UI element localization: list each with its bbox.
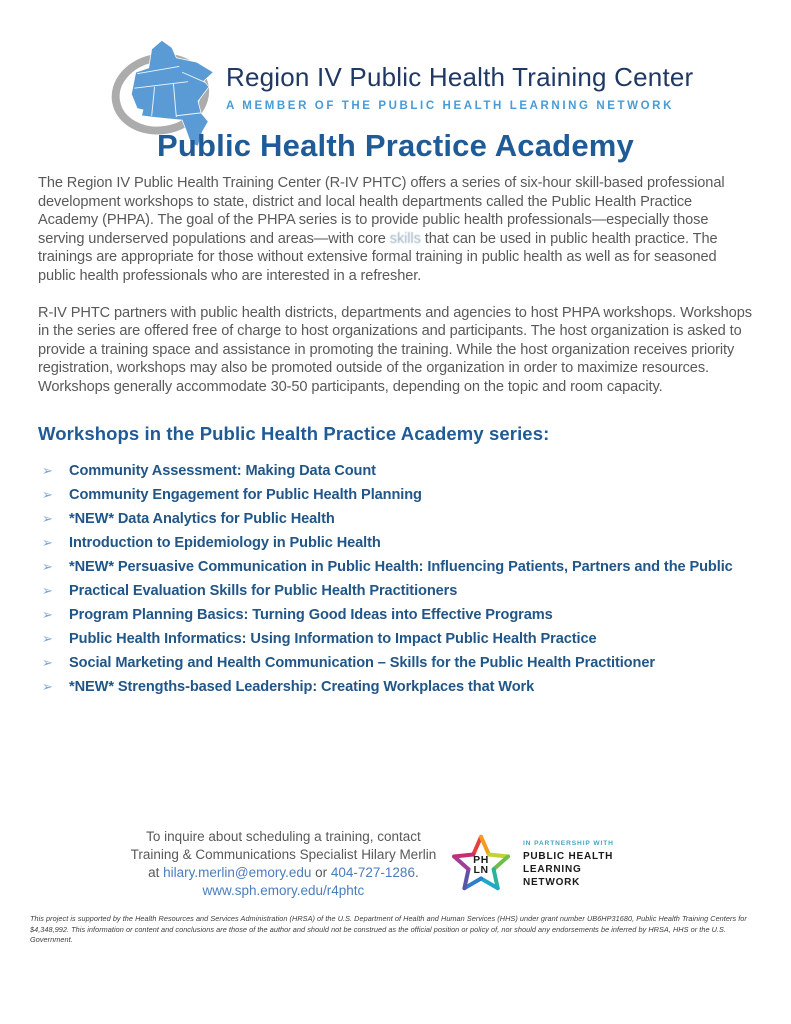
contact-block [118, 828, 449, 900]
intro-paragraph-1 [38, 174, 755, 286]
footer [0, 828, 791, 900]
workshop-title: Social Marketing and Health Communication – Skills for the Public Health Practitioner [69, 654, 655, 671]
workshop-title: *NEW* Persuasive Communication in Public Health: Influencing Patients, Partners and the Public [69, 558, 733, 575]
contact-at-text: at [148, 865, 164, 881]
list-item [42, 511, 771, 529]
contact-line-2: Training & Communications Specialist Hilary Merlin [130, 847, 437, 863]
page-title: Public Health Practice Academy [157, 128, 634, 163]
phln-org-line-2: LEARNING NETWORK [522, 863, 582, 888]
list-item [42, 583, 771, 601]
list-item [42, 679, 771, 697]
phln-text-block [523, 840, 639, 889]
phln-partnership-label: IN PARTNERSHIP WITH [522, 839, 614, 847]
list-item [42, 631, 771, 649]
intro-section [38, 174, 755, 397]
list-item [42, 535, 771, 553]
workshop-title: Introduction to Epidemiology in Public Health [69, 534, 381, 551]
contact-period: . [414, 865, 419, 881]
workshop-title: Practical Evaluation Skills for Public Health Practitioners [69, 582, 458, 599]
workshop-title: Community Assessment: Making Data Count [69, 462, 376, 479]
contact-line-4 [118, 882, 449, 900]
website-link[interactable]: www.sph.emory.edu/r4phtc [202, 883, 365, 899]
phone-link[interactable]: 404-727-1286 [330, 865, 415, 881]
list-item [42, 607, 771, 625]
phln-star-icon [449, 831, 513, 897]
phln-org-name [523, 850, 639, 889]
logo-title: Region IV Public Health Training Center [226, 62, 694, 92]
arrow-bullet-icon: ➢ [42, 534, 53, 550]
intro-p1-part1: The Region IV Public Health Training Center (R-IV PHTC) offers a series of six-hour skill-based professional development workshops to state, district and local health departments called the Public Health Practice Academy (PHPA). The goal of the PHPA series is to provide public health professionals—especially those serving underserved populations and areas—with core [38, 175, 725, 247]
workshop-title: *NEW* Strengths-based Leadership: Creating Workplaces that Work [69, 678, 535, 695]
contact-or-text: or [311, 865, 331, 881]
workshop-title: Community Engagement for Public Health Planning [69, 486, 422, 503]
intro-p1-part2: that can be used in public health practice. The trainings are appropriate for those without extensive formal training in public health as well as for seasoned public health professionals who are interested in a refresher. [38, 230, 718, 284]
contact-line-3 [118, 864, 449, 882]
list-item [42, 487, 771, 505]
phln-org-line-1: PUBLIC HEALTH [522, 850, 614, 862]
intro-p1-blurred-word: skills [389, 230, 421, 247]
phln-logo [449, 831, 639, 897]
logo-subtitle: A MEMBER OF THE PUBLIC HEALTH LEARNING NETWORK [226, 100, 674, 112]
arrow-bullet-icon: ➢ [42, 558, 53, 574]
list-item [42, 463, 771, 481]
email-link[interactable]: hilary.merlin@emory.edu [163, 865, 312, 881]
workshop-title: Public Health Informatics: Using Information to Impact Public Health Practice [69, 630, 597, 647]
contact-line-1: To inquire about scheduling a training, contact [146, 829, 421, 845]
workshop-list [42, 463, 771, 697]
arrow-bullet-icon: ➢ [42, 606, 53, 622]
list-item [42, 655, 771, 673]
header [0, 0, 791, 116]
intro-paragraph-2: R-IV PHTC partners with public health districts, departments and agencies to host PHPA workshops. Workshops in the series are offered free of charge to host organizations and participants. The host organization is asked to provide a training space and assistance in promoting the training. While the host organization receives priority registration, workshops may also be promoted outside of the organization in order to maximize resources. Workshops generally accommodate 30-50 participants, depending on the topic and room capacity. [38, 304, 752, 395]
arrow-bullet-icon: ➢ [42, 486, 53, 502]
workshop-title: Program Planning Basics: Turning Good Ideas into Effective Programs [69, 606, 553, 623]
phln-acronym-top: PH [472, 854, 489, 866]
arrow-bullet-icon: ➢ [42, 462, 53, 478]
arrow-bullet-icon: ➢ [42, 678, 53, 694]
list-item [42, 559, 771, 577]
grant-disclaimer: This project is supported by the Health Resources and Services Administration (HRSA) of the U.S. Department of Health and Human Services (HHS) under grant number UB6HP31680, Public Health Training Centers for $4,348,992. This information or content and conclusions are those of the author and should not be construed as the official position or policy of, nor should any endorsements be inferred by HRSA, HHS or the U.S. Government. [30, 914, 747, 945]
arrow-bullet-icon: ➢ [42, 630, 53, 646]
workshops-heading: Workshops in the Public Health Practice Academy series: [38, 422, 550, 444]
arrow-bullet-icon: ➢ [42, 510, 53, 526]
arrow-bullet-icon: ➢ [42, 654, 53, 670]
arrow-bullet-icon: ➢ [42, 582, 53, 598]
logo-text-block [226, 36, 693, 112]
workshop-title: *NEW* Data Analytics for Public Health [69, 510, 335, 527]
phln-acronym-bottom: LN [473, 865, 489, 877]
